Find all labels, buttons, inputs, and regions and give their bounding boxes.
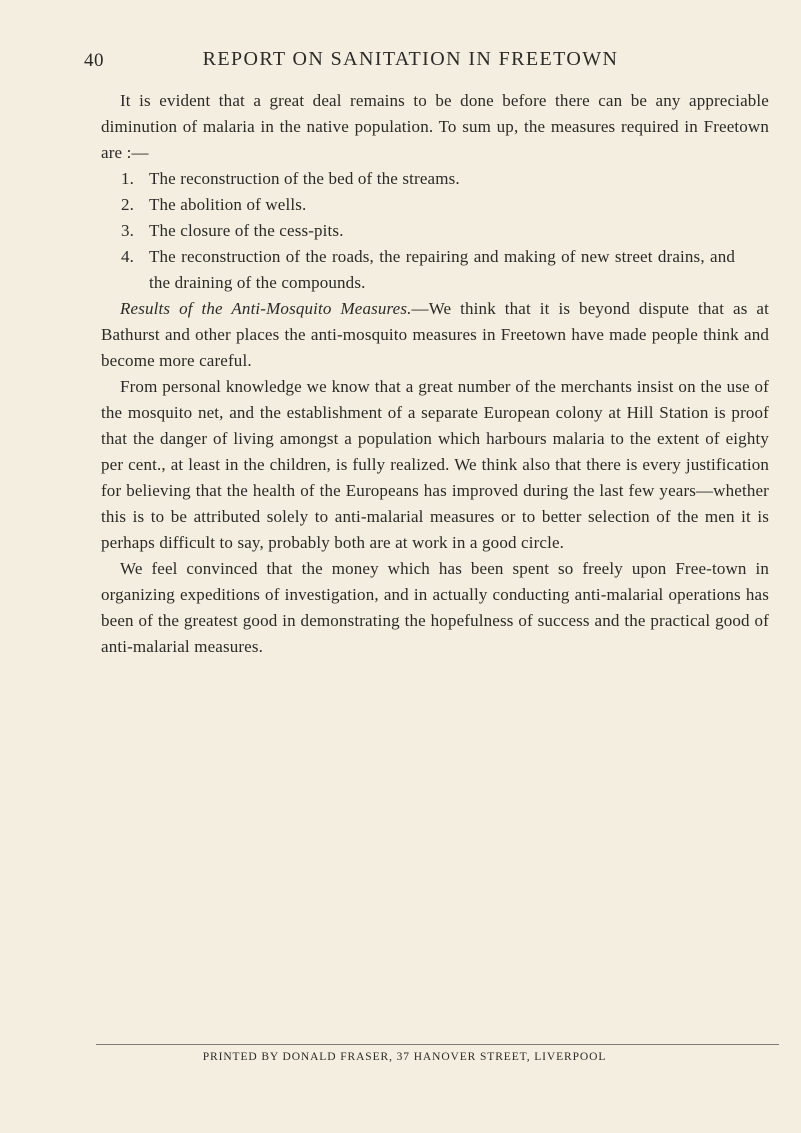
printer-imprint: PRINTED BY DONALD FRASER, 37 HANOVER STREET, LIVERPOOL <box>202 1051 607 1063</box>
body-text <box>101 88 769 660</box>
list-item <box>121 218 769 244</box>
list-item-text: The reconstruction of the bed of the streams. <box>149 169 460 188</box>
results-paragraph <box>101 296 769 374</box>
list-item-number: 4. <box>121 247 135 266</box>
footer-rule <box>96 1044 779 1045</box>
list-item <box>121 166 769 192</box>
list-item-text: The reconstruction of the roads, the repairing and making of new street drains, and the draining of the compounds. <box>149 247 735 292</box>
intro-paragraph: It is evident that a great deal remains to be done before there can be any appreciable diminution of malaria in the native population. To sum up, the measures required in Freetown are :— <box>101 91 769 162</box>
list-item-number: 2. <box>121 195 135 214</box>
list-item-number: 1. <box>121 169 135 188</box>
list-item-text: The abolition of wells. <box>149 195 307 214</box>
page-number: 40 <box>84 50 104 71</box>
paragraph-personal-knowledge: From personal knowledge we know that a great number of the merchants insist on the use of the mosquito net, and the establishment of a separate European colony at Hill Station is proof that the danger of living amongst a population which harbours malaria to the extent of eighty per cent., at least in the children, is fully realized. We think also that there is every justification for believing that the health of the Europeans has improved during the last few years—whether this is to be attributed solely to anti-malarial measures or to better selection of the men it is perhaps difficult to say, probably both are at work in a good circle. <box>101 377 769 552</box>
list-item <box>121 192 769 218</box>
measures-list <box>101 166 769 296</box>
list-item-number: 3. <box>121 221 135 240</box>
running-title: REPORT ON SANITATION IN FREETOWN <box>202 48 619 70</box>
list-item-text: The closure of the cess-pits. <box>149 221 344 240</box>
paragraph-conclusion: We feel convinced that the money which has been spent so freely upon Free-town in organizing expeditions of investigation, and in actually conducting anti-malarial operations has been of the greatest good in demonstrating the hopefulness of success and the practical good of anti-malarial measures. <box>101 559 769 656</box>
heading-dash: — <box>411 299 429 318</box>
list-item <box>121 244 769 296</box>
results-paragraph-text: We think that it is beyond dispute that as at Bathurst and other places the anti-mosquito measures in Freetown have made people think and become more careful. <box>101 299 769 370</box>
section-heading: Results of the Anti-Mosquito Measures. <box>120 299 412 318</box>
